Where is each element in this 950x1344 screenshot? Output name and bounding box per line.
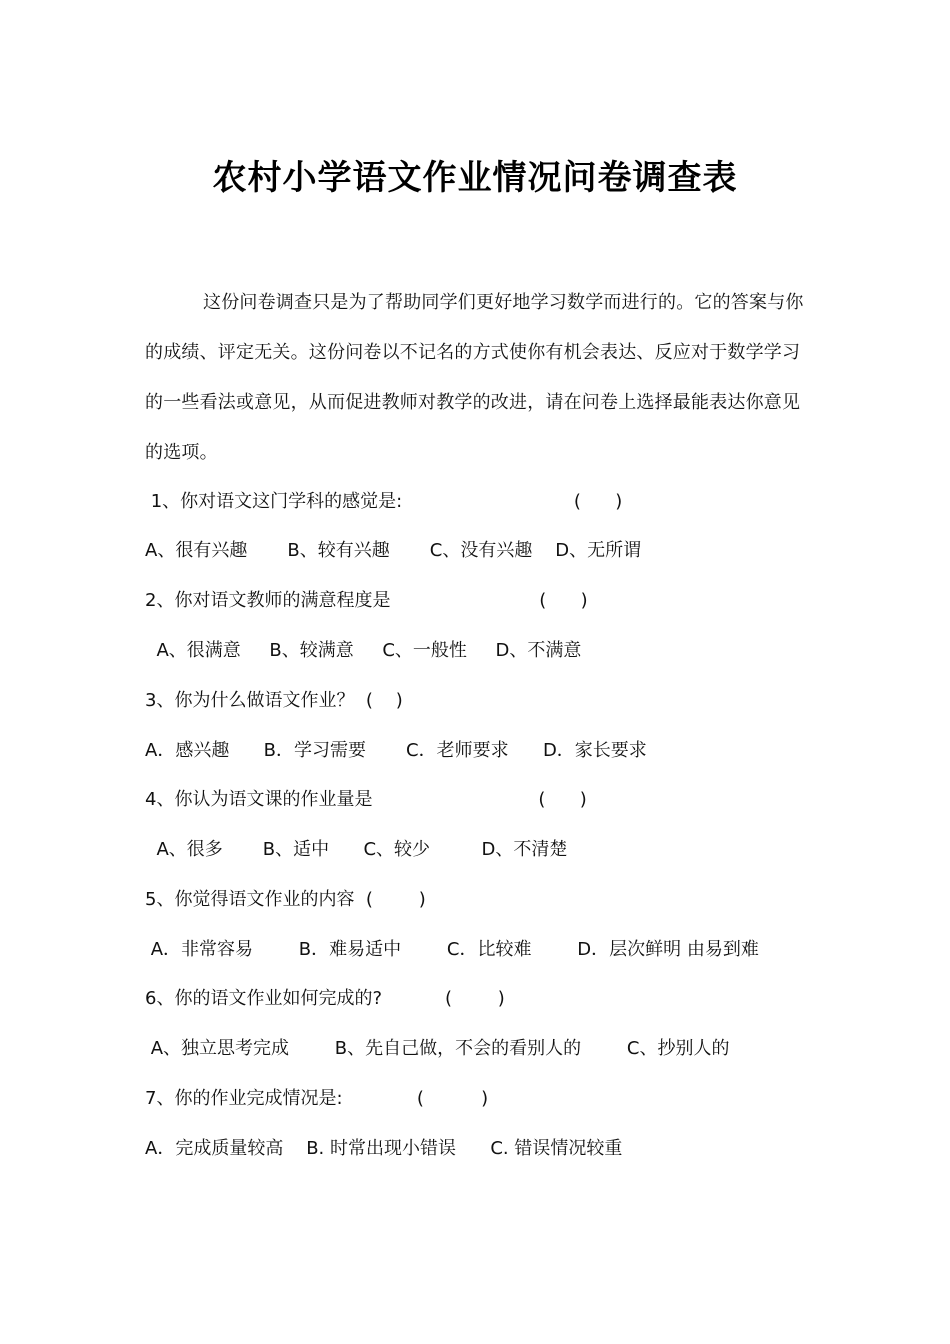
intro-paragraph: 这份问卷调查只是为了帮助同学们更好地学习数学而进行的。它的答案与你的成绩、评定无关。这份问卷以不记名的方式使你有机会表达、反应对于数学学习的一些看法或意见，从而促进教师对教学的改进，请在问卷上选择最能表达你意见的选项。: [145, 292, 804, 463]
question-1: 1、你对语文这门学科的感觉是: ( ): [145, 491, 623, 512]
page-title: 农村小学语文作业情况问卷调查表: [212, 158, 738, 198]
question-7: 7、你的作业完成情况是: ( ): [145, 1088, 489, 1109]
question-4-options: A、很多 B、适中 C、较少 D、不清楚: [145, 839, 568, 860]
question-7-options: A．完成质量较高 B. 时常出现小错误 C. 错误情况较重: [145, 1138, 623, 1159]
question-5: 5、你觉得语文作业的内容 ( ): [145, 889, 426, 910]
question-5-options: A．非常容易 B．难易适中 C．比较难 D．层次鲜明 由易到难: [145, 939, 759, 960]
question-6: 6、你的语文作业如何完成的? ( ): [145, 988, 505, 1009]
question-3: 3、你为什么做语文作业？ ( ): [145, 690, 403, 711]
question-2: 2、你对语文教师的满意程度是 ( ): [145, 590, 588, 611]
question-6-options: A、独立思考完成 B、先自己做，不会的看别人的 C、抄别人的: [145, 1038, 730, 1059]
question-2-options: A、很满意 B、较满意 C、一般性 D、不满意: [145, 640, 582, 661]
question-1-options: A、很有兴趣 B、较有兴趣 C、没有兴趣 D、无所谓: [145, 540, 642, 561]
question-3-options: A．感兴趣 B．学习需要 C．老师要求 D．家长要求: [145, 740, 647, 761]
question-4: 4、你认为语文课的作业量是 ( ): [145, 789, 587, 810]
